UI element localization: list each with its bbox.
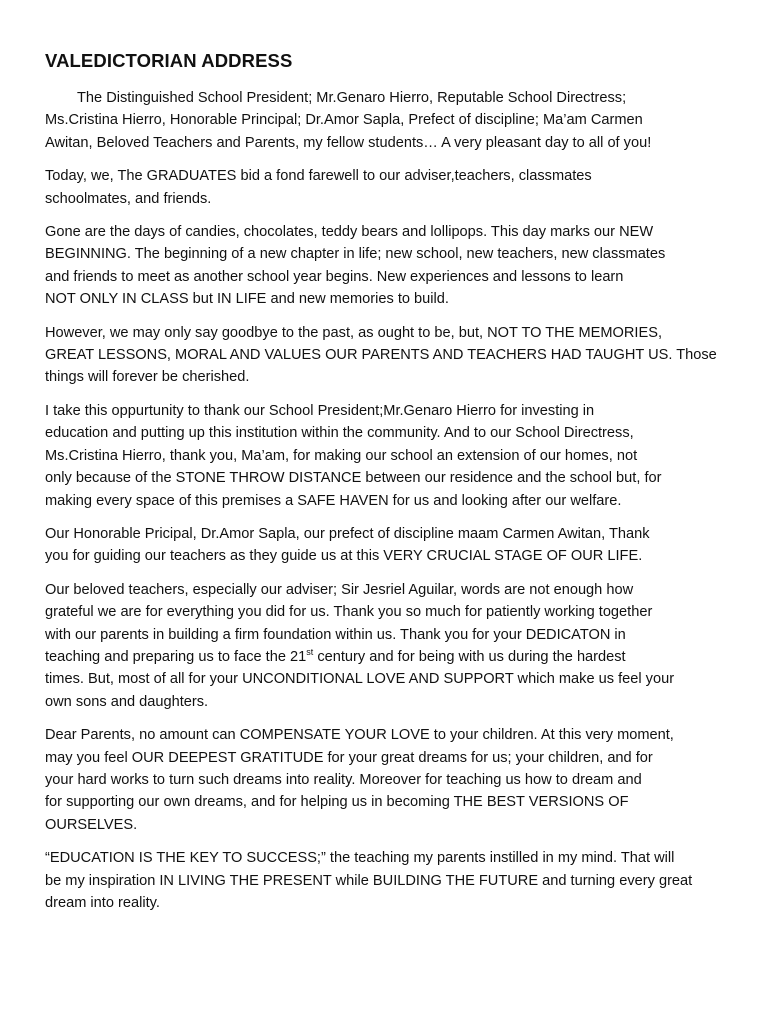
ordinal-suffix: st: [306, 647, 314, 658]
paragraph-teachers-part2: century and for being with us during the hardest times. But, most of all for your UNCONDITIONAL LOVE AND SUPPORT which make us feel your own sons and daughters.: [45, 648, 675, 710]
greeting-paragraph: The Distinguished School President; Mr.Genaro Hierro, Reputable School Directress; Ms.Cristina Hierro, Honorable Principal; Dr.Amor Sapla, Prefect of discipline; Ma’am Carmen Awitan, Beloved Teachers and Parents, my fellow students… A very pleasant day to all of you!: [45, 90, 652, 151]
paragraph-new-beginning: Gone are the days of candies, chocolates, teddy bears and lollipops. This day marks our NEW BEGINNING. The beginning of a new chapter in life; new school, new teachers, new classmates and friends to meet as another school year begins. New experiences and lessons to learn NOT ONLY IN CLASS but IN LIFE and new memories to build.: [45, 224, 666, 308]
paragraph-teachers-part1: Our beloved teachers, especially our adviser; Sir Jesriel Aguilar, words are not enough how grateful we are for everything you did for us. Thank you so much for patiently working together with our parents in building a firm foundation within us. Thank you for your DEDICATON in teaching and preparing us to face the 21: [45, 581, 653, 665]
document-title: VALEDICTORIAN ADDRESS: [45, 50, 293, 71]
paragraph-education: “EDUCATION IS THE KEY TO SUCCESS;” the teaching my parents instilled in my mind. That will be my inspiration IN LIVING THE PRESENT while BUILDING THE FUTURE and turning every great dream into reality.: [45, 850, 693, 911]
paragraph-teachers: [45, 579, 728, 713]
paragraph-memories: However, we may only say goodbye to the past, as ought to be, but, NOT TO THE MEMORIES, GREAT LESSONS, MORAL AND VALUES OUR PARENTS AND TEACHERS HAD TAUGHT US. Those things will forever be cherished.: [45, 324, 717, 386]
paragraph-principal: Our Honorable Pricipal, Dr.Amor Sapla, our prefect of discipline maam Carmen Awitan, Thank you for guiding our teachers as they guide us at this VERY CRUCIAL STAGE OF OUR LIFE.: [45, 525, 650, 565]
paragraph-farewell: Today, we, The GRADUATES bid a fond farewell to our adviser,teachers, classmates schoolmates, and friends.: [45, 168, 592, 207]
paragraph-parents: Dear Parents, no amount can COMPENSATE YOUR LOVE to your children. At this very moment, may you feel OUR DEEPEST GRATITUDE for your great dreams for us; your children, and for your hard works to turn such dreams into reality. Moreover for teaching us how to dream and for supporting our own dreams, and for helping us in becoming THE BEST VERSIONS OF OURSELVES.: [45, 727, 674, 833]
paragraph-thanks-president: I take this oppurtunity to thank our School President;Mr.Genaro Hierro for investing in education and putting up this institution within the community. And to our School Directress, Ms.Cristina Hierro, thank you, Ma’am, for making our school an extension of our homes, not only because of the STONE THROW DISTANCE between our residence and the school but, for making every space of this premises a SAFE HAVEN for us and looking after our welfare.: [45, 402, 662, 509]
